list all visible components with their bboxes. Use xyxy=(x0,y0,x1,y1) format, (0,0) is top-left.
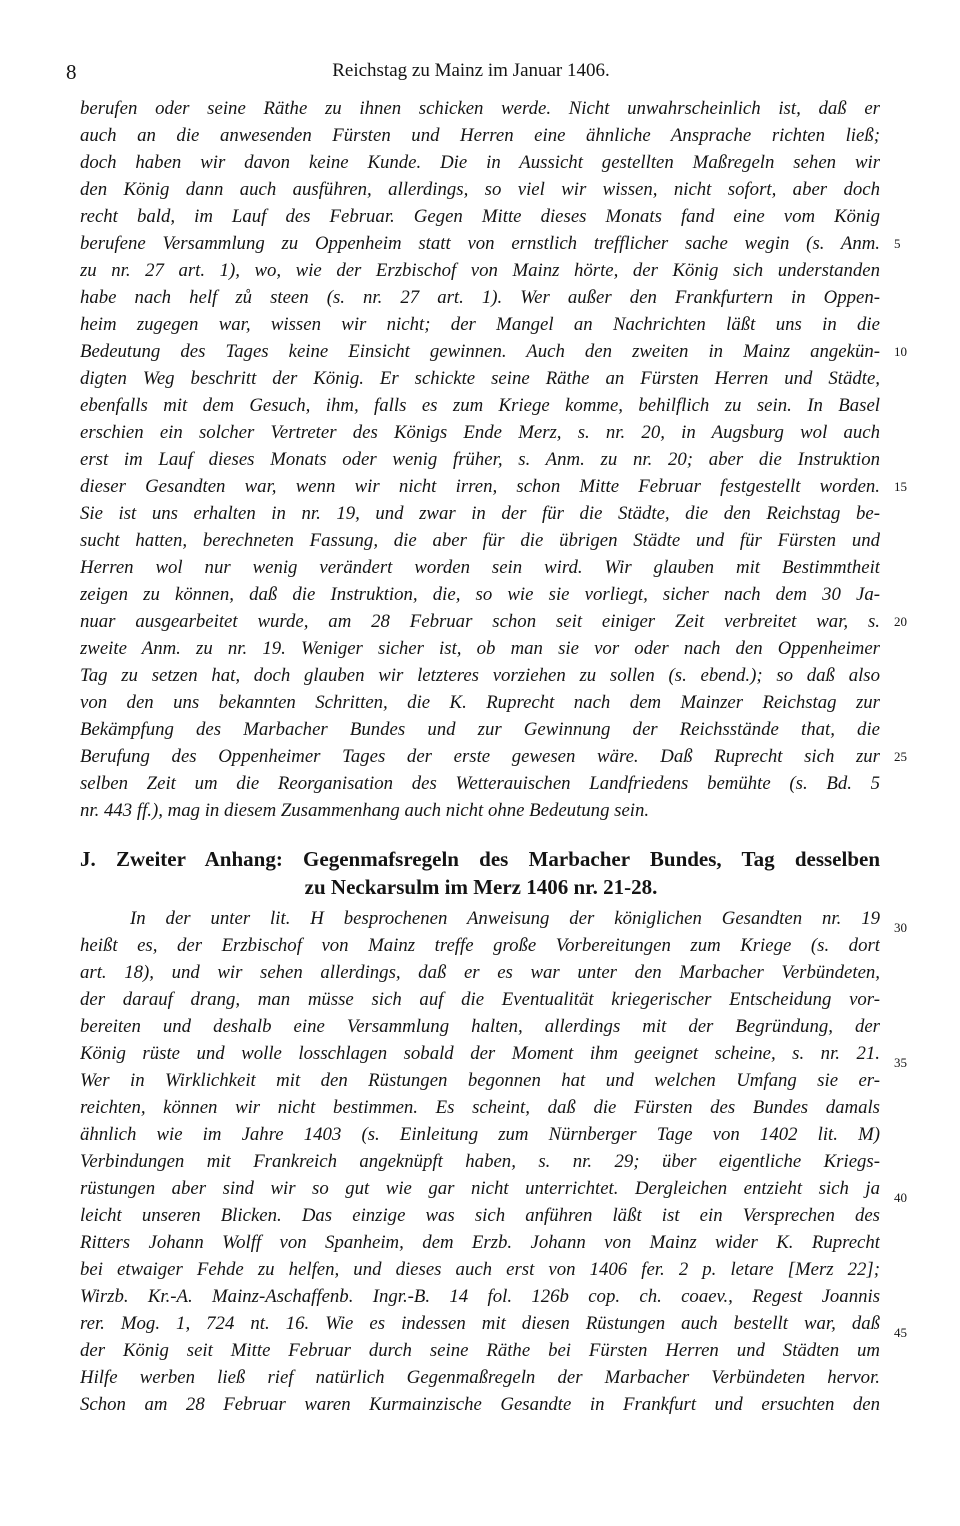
text-line: Schon am 28 Februar waren Kurmainzische Gesandte in Frankfurt und ersuchten den xyxy=(80,1394,880,1415)
line-number: 35 xyxy=(894,1055,907,1070)
text-line: zu nr. 27 art. 1), wo, wie der Erzbischof von Mainz hörte, der König sich understanden xyxy=(80,260,880,281)
text-line: rer. Mog. 1, 724 nt. 16. Wie es indessen mit diesen Rüstungen auch bestellt war, daß xyxy=(80,1313,880,1334)
text-line: nr. 443 ff.), mag in diesem Zusammenhang auch nicht ohne Bedeutung sein. xyxy=(80,800,650,821)
running-title: Reichstag zu Mainz im Januar 1406. xyxy=(332,60,610,81)
page-header xyxy=(66,60,876,86)
line-number: 45 xyxy=(894,1325,907,1340)
text-line: bereiten und deshalb eine Versammlung halten, allerdings mit der Begründung, der xyxy=(80,1016,880,1037)
text-line: König rüste und wolle losschlagen sobald der Moment ihm geeignet scheine, s. nr. 21. xyxy=(80,1043,880,1064)
text-line: ebenfalls mit dem Gesuch, ihm, falls es zum Kriege komme, behilflich zu sein. In Basel xyxy=(80,395,880,416)
section-heading-line-2: zu Neckarsulm im Merz 1406 nr. 21-28. xyxy=(304,875,658,899)
line-number: 25 xyxy=(894,749,907,764)
text-line: Herren wol nur wenig verändert worden sein wird. Wir glauben mit Bestimmtheit xyxy=(80,557,880,578)
text-line: art. 18), und wir sehen allerdings, daß er es war unter den Marbacher Verbündeten, xyxy=(80,962,880,983)
text-line: leicht unseren Blicken. Das einzige was sich anführen läßt ist ein Versprechen des xyxy=(80,1205,880,1226)
text-line: erschien ein solcher Vertreter des Königs Ende Merz, s. nr. 20, in Augsburg wol auch xyxy=(80,422,880,443)
text-line: Tag zu setzen hat, doch glauben wir letzteres vorziehen zu sollen (s. ebend.); so daß also xyxy=(80,665,880,686)
text-line: selben Zeit um die Reorganisation des Wetterauischen Landfriedens bemühte (s. Bd. 5 xyxy=(80,773,880,794)
text-line: habe nach helf zů steen (s. nr. 27 art. 1). Wer außer den Frankfurtern in Oppen- xyxy=(80,287,880,308)
text-line: der König seit Mitte Februar durch seine Räthe bei Fürsten Herren und Städten um xyxy=(80,1340,880,1361)
text-line: Bedeutung des Tages keine Einsicht gewinnen. Auch den zweiten in Mainz angekün- xyxy=(80,341,880,362)
text-line: Hilfe werben ließ rief natürlich Gegenmaßregeln der Marbacher Verbündeten hervor. xyxy=(80,1367,880,1388)
text-line: den König dann auch ausführen, allerdings, so viel wir wissen, nicht sofort, aber doch xyxy=(80,179,880,200)
line-number: 15 xyxy=(894,479,907,494)
text-line: heim zugegen war, wissen wir nicht; der Mangel an Nachrichten läßt uns in die xyxy=(80,314,880,335)
line-number: 40 xyxy=(894,1190,907,1205)
text-line: auch an die anwesenden Fürsten und Herren eine ähnliche Ansprache richten ließ; xyxy=(80,125,880,146)
text-line: ähnlich wie im Jahre 1403 (s. Einleitung zum Nürnberger Tage von 1402 lit. M) xyxy=(80,1124,880,1145)
text-line: bei etwaiger Fehde zu helfen, und dieses auch erst von 1406 fer. 2 p. letare [Merz 22]; xyxy=(80,1259,880,1280)
text-line: reichten, können wir nicht bestimmen. Es scheint, daß die Fürsten des Bundes damals xyxy=(80,1097,880,1118)
text-line: Verbindungen mit Frankreich angeknüpft haben, s. nr. 29; über eigentliche Kriegs- xyxy=(80,1151,880,1172)
text-line: berufene Versammlung zu Oppenheim statt von ernstlich trefflicher sache wegin (s. Anm. xyxy=(80,233,880,254)
text-line: digten Weg beschritt der König. Er schickte seine Räthe an Fürsten Herren und Städte, xyxy=(80,368,880,389)
text-line: Wirzb. Kr.-A. Mainz-Aschaffenb. Ingr.-B. 14 fol. 126b cop. ch. coaev., Regest Joannis xyxy=(80,1286,880,1307)
text-line: heißt es, der Erzbischof von Mainz treffe große Vorbereitungen zum Kriege (s. dort xyxy=(80,935,880,956)
line-number: 5 xyxy=(894,236,901,251)
text-line: von den uns bekannten Schritten, die K. Ruprecht nach dem Mainzer Reichstag zur xyxy=(80,692,880,713)
text-line: zweite Anm. zu nr. 19. Weniger sicher ist, ob man sie vor oder nach den Oppenheimer xyxy=(80,638,880,659)
line-number: 30 xyxy=(894,920,907,935)
text-line: dieser Gesandten war, wenn wir nicht irren, schon Mitte Februar festgestellt worden. xyxy=(80,476,880,497)
text-line: Berufung des Oppenheimer Tages der erste gewesen wäre. Daß Ruprecht sich zur xyxy=(80,746,880,767)
text-line: rüstungen aber sind wir so gut wie gar nicht unterrichtet. Dergleichen entzieht sich ja xyxy=(80,1178,880,1199)
text-line: Ritters Johann Wolff von Spanheim, dem Erzb. Johann von Mainz wider K. Ruprecht xyxy=(80,1232,880,1253)
line-number: 10 xyxy=(894,344,907,359)
text-line: Bekämpfung des Marbacher Bundes und zur Gewinnung der Reichsstände that, die xyxy=(80,719,880,740)
line-number: 20 xyxy=(894,614,907,629)
text-line: Sie ist uns erhalten in nr. 19, und zwar in der für die Städte, die den Reichstag be- xyxy=(80,503,880,524)
text-line: erst im Lauf dieses Monats oder wenig früher, s. Anm. zu nr. 20; aber die Instruktion xyxy=(80,449,880,470)
text-line: recht bald, im Lauf des Februar. Gegen Mitte dieses Monats fand eine vom König xyxy=(80,206,880,227)
section-heading-line-1: J. Zweiter Anhang: Gegenmafsregeln des Marbacher Bundes, Tag desselben xyxy=(80,847,880,871)
text-line: Wer in Wirklichkeit mit den Rüstungen begonnen hat und welchen Umfang sie er- xyxy=(80,1070,880,1091)
text-line: nuar ausgearbeitet wurde, am 28 Februar schon seit einiger Zeit verbreitet war, s. xyxy=(80,611,880,632)
text-line: zeigen zu können, daß die Instruktion, die, so wie sie vorliegt, sicher nach dem 30 Ja- xyxy=(80,584,880,605)
text-line: der darauf drang, man müsse sich auf die Eventualität kriegerischer Entscheidung vor- xyxy=(80,989,880,1010)
text-line: doch haben wir davon keine Kunde. Die in Aussicht gestellten Maßregeln sehen wir xyxy=(80,152,880,173)
text-line: berufen oder seine Räthe zu ihnen schicken werde. Nicht unwahrscheinlich ist, daß er xyxy=(80,98,880,119)
page-number: 8 xyxy=(66,60,77,84)
text-line: sucht hatten, berechneten Fassung, die aber für die übrigen Städte und für Fürsten und xyxy=(80,530,880,551)
text-line: In der unter lit. H besprochenen Anweisung der königlichen Gesandten nr. 19 xyxy=(130,908,880,929)
